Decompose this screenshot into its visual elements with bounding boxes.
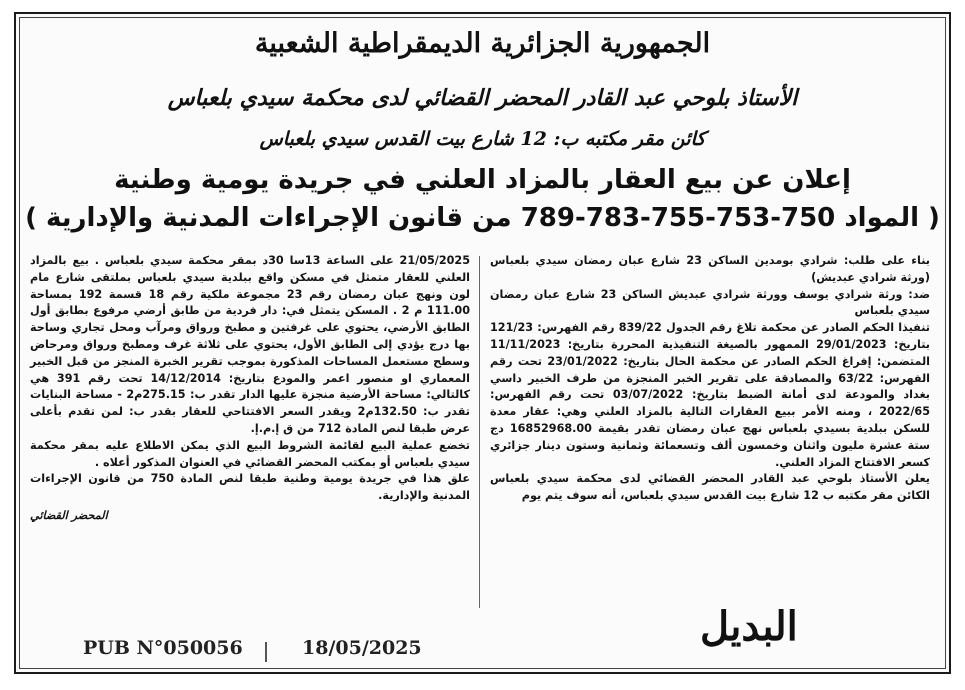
paragraph-requester: بناء على طلب: شرادي بومدين الساكن 23 شارع عبان رمضان سيدي بلعباس (ورثة شرادي عبديش) [490, 254, 930, 284]
paragraph-sale-details: 21/05/2025 على الساعة 13سا 30د بمقر محكمة سيدي بلعباس . بيع بالمزاد العلني للعقار متمثل في مسكن واقع ببلدية سيدي بلعباس بملتقى شارع مام لون ونهج عبان رمضان رقم 23 مجموعة ملكية رقم 18 قسمة 192 بمساحة 111.00 م 2 . المسكن يتمثل في: دار فردية من طابق أرضي مرفوع بطابق أول الطابق الأرضي، يحتوي على غرفتين و مطبخ ورواق ومرآب ومحل تجاري وساحة بها درج يؤدي إلى الطابق الأول، يحتوي على ثلاثة غرف ومطبخ ورواق ومرحاض وسطح مستعمل المساحات المذكورة بموجب تقرير الخبرة المنجز من قبل الخبير المعماري او منصور اعمر والمودع بتاريخ: 14/12/2014 تحت رقم 391 هي كالتالي: مساحة الأرضية منجزة عليها الدار تقدر ب: 275.15م2 - مساحة البنايات تقدر ب: 132.50م2 ويقدر السعر الافتتاحي للعقار بقدر ب: لمن تقدم بأعلى عرض طبقا لنص المادة 712 من ق إ.م.إ. [30, 254, 470, 435]
office-address: كائن مقر مكتبه ب: 12 شارع بيت القدس سيدي بلعباس [259, 128, 706, 150]
left-column [30, 253, 470, 524]
paragraph-publication: علق هذا في جريدة يومية وطنية طبقا لنص المادة 750 من قانون الإجراءات المدنية والإدارية. [30, 472, 470, 503]
footer-divider [265, 642, 267, 662]
paragraph-judgment: تنفيذا الحكم الصادر عن محكمة تلاغ رقم الجدول 839/22 رقم الفهرس: 121/23 بتاريخ: 29/01/2023 الممهور بالصيغة التنفيذية المحررة بتاريخ: 11/11/2023 المتضمن: إفراغ الحكم الصادر عن محكمة الحال بتاريخ: 23/01/2022 تحت رقم الفهرس: 63/22 والمصادقة على تقرير الخبر المنجزة من طرف الخبير داسي بغداد والمودعة لدى أمانة الضبط بتاريخ: 03/07/2022 تحت رقم الفهرس: 2022/65 ، ومنه الأمر ببيع العقارات التالية بالمزاد العلني وهي: عقار معدة للسكن ببلدية بسيدي بلعباس نهج عبان رمضان تقدر بقيمة 16852968.00 دج ستة عشرة مليون واثنان وخمسون ألف وتسعمائة وثمانية وستون دينار جزائري كسعر الافتتاح المزاد العلني. [490, 321, 931, 469]
notice-title: إعلان عن بيع العقار بالمزاد العلني في جريدة يومية وطنية [114, 165, 851, 195]
paragraph-conditions: تخضع عملية البيع لقائمة الشروط البيع الذي يمكن الاطلاع عليه بمقر محكمة سيدي بلعباس أو بمكتب المحضر القضائي في العنوان المذكور أعلاه . [30, 438, 470, 469]
republic-heading: الجمهورية الجزائرية الديمقراطية الشعبية [254, 28, 711, 59]
paragraph-announcement: يعلن الأستاذ بلوحي عبد القادر المحضر القضائي لدى محكمة سيدي بلعباس الكائن مقر مكتبه ب 12 شارع بيت القدس سيدي بلعباس، أنه سوف يتم يوم [490, 472, 930, 503]
paragraph-against: ضد: ورثة شرادي يوسف وورثة شرادي عبديش الساكن 23 شارع عبان رمضان سيدي بلعباس [490, 287, 931, 318]
column-divider [479, 256, 480, 608]
bailiff-signature: المحضر القضائي [30, 507, 108, 522]
right-column [490, 253, 930, 505]
bailiff-heading: الأستاذ بلوحي عبد القادر المحضر القضائي لدى محكمة سيدي بلعباس [167, 85, 798, 111]
notice-articles: ( المواد 750-753-755-783-789 من قانون الإجراءات المدنية والإدارية ) [25, 203, 940, 233]
publication-date: 18/05/2025 [302, 637, 422, 659]
pub-number: PUB N°050056 [83, 637, 243, 659]
publisher-tag: البديل [700, 603, 798, 650]
